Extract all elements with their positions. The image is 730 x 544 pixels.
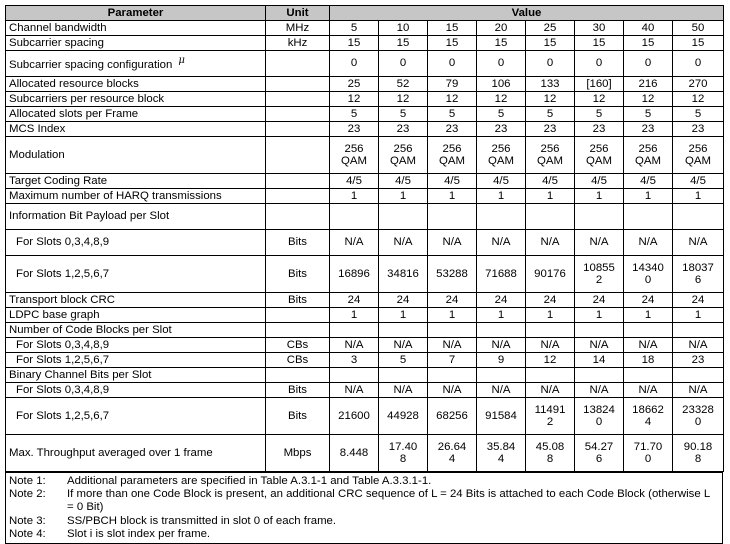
parameter-cell — [6, 51, 266, 77]
value-cell: 4/5 — [330, 174, 379, 189]
value-cell: 9 — [477, 353, 526, 368]
value-cell: 25 — [330, 77, 379, 92]
value-cell: 0 — [330, 51, 379, 77]
value-cell: N/A — [428, 338, 477, 353]
value-cell: 5 — [330, 21, 379, 36]
value-cell — [575, 204, 624, 230]
value-cell — [330, 204, 379, 230]
row-allocated-rb — [6, 77, 724, 92]
value-cell — [575, 323, 624, 338]
value-cell: 4/5 — [575, 174, 624, 189]
unit-cell: CBs — [266, 338, 330, 353]
value-cell: 18 — [624, 353, 673, 368]
value-cell: 15 — [428, 36, 477, 51]
parameter-label: Information Bit Payload per Slot — [9, 210, 170, 223]
value-cell: 91584 — [477, 398, 526, 435]
parameter-label: For Slots 0,3,4,8,9 — [16, 236, 110, 249]
value-cell: N/A — [673, 338, 724, 353]
value-cell — [624, 368, 673, 383]
parameter-label: For Slots 1,2,5,6,7 — [16, 409, 110, 422]
value-cell — [624, 323, 673, 338]
value-cell: 24 — [575, 293, 624, 308]
value-cell: 4/5 — [673, 174, 724, 189]
value-cell — [379, 368, 428, 383]
row-code-blocks-header — [6, 323, 724, 338]
value-cell: N/A — [575, 383, 624, 398]
value-cell: 1 — [673, 189, 724, 204]
note-label: Note 4: — [9, 527, 46, 540]
parameter-cell — [6, 338, 266, 353]
note-label: Note 3: — [9, 514, 46, 527]
row-info-bit-header — [6, 204, 724, 230]
parameter-label: Allocated slots per Frame — [9, 107, 139, 120]
value-cell: 24 — [624, 293, 673, 308]
parameter-cell — [6, 293, 266, 308]
unit-cell: Bits — [266, 293, 330, 308]
value-cell: N/A — [428, 383, 477, 398]
row-subcarrier-config — [6, 51, 724, 77]
value-cell: N/A — [330, 230, 379, 256]
value-cell: 24 — [673, 293, 724, 308]
notes-table — [5, 472, 723, 544]
parameter-cell — [6, 353, 266, 368]
value-cell: 15 — [526, 36, 575, 51]
parameter-label: MCS Index — [9, 122, 66, 135]
parameter-cell — [6, 435, 266, 472]
parameter-cell — [6, 137, 266, 174]
value-cell: 50 — [673, 21, 724, 36]
parameter-cell — [6, 323, 266, 338]
value-cell: N/A — [624, 383, 673, 398]
row-binary-bits-header — [6, 368, 724, 383]
row-mcs-index — [6, 122, 724, 137]
value-cell: 24 — [477, 293, 526, 308]
unit-cell — [266, 204, 330, 230]
row-allocated-slots — [6, 107, 724, 122]
parameter-label: Modulation — [9, 148, 65, 161]
value-cell: 5 — [379, 353, 428, 368]
value-cell: 12 — [428, 92, 477, 107]
value-cell: 0 — [526, 51, 575, 77]
parameter-label: Maximum number of HARQ transmissions — [9, 189, 222, 202]
value-cell: N/A — [330, 338, 379, 353]
row-subcarrier-spacing — [6, 36, 724, 51]
parameter-cell — [6, 383, 266, 398]
value-cell: 44928 — [379, 398, 428, 435]
unit-cell — [266, 137, 330, 174]
row-modulation — [6, 137, 724, 174]
value-cell: 25 — [526, 21, 575, 36]
unit-cell: Mbps — [266, 435, 330, 472]
value-cell: 24 — [526, 293, 575, 308]
value-cell: 1 — [428, 189, 477, 204]
parameter-cell — [6, 174, 266, 189]
value-cell: 5 — [379, 107, 428, 122]
value-cell: 34816 — [379, 256, 428, 293]
value-cell: 23 — [575, 122, 624, 137]
parameter-label: For Slots 0,3,4,8,9 — [16, 338, 110, 351]
value-cell: N/A — [624, 230, 673, 256]
unit-cell — [266, 189, 330, 204]
value-cell — [330, 368, 379, 383]
value-cell: 0 — [575, 51, 624, 77]
value-cell: 15 — [575, 36, 624, 51]
spec-table-container — [5, 5, 723, 544]
value-cell: 0 — [428, 51, 477, 77]
header-value: Value — [330, 6, 724, 21]
value-cell: 1 — [330, 189, 379, 204]
value-cell: 12 — [526, 92, 575, 107]
note-label: Note 2: — [9, 488, 46, 501]
value-cell: 5 — [526, 107, 575, 122]
parameter-cell — [6, 308, 266, 323]
parameter-label: Subcarriers per resource block — [9, 92, 165, 105]
value-cell: 256 QAM — [526, 137, 575, 174]
value-cell: 15 — [624, 36, 673, 51]
value-cell: N/A — [526, 230, 575, 256]
unit-cell — [266, 107, 330, 122]
value-cell: 23 — [673, 122, 724, 137]
row-transport-crc — [6, 293, 724, 308]
value-cell — [477, 204, 526, 230]
value-cell: 15 — [673, 36, 724, 51]
value-cell: 12 — [526, 353, 575, 368]
value-cell: 106 — [477, 77, 526, 92]
parameter-label: LDPC base graph — [9, 308, 100, 321]
value-cell: 133 — [526, 77, 575, 92]
value-cell: 1 — [477, 308, 526, 323]
value-cell: N/A — [624, 338, 673, 353]
value-cell: 5 — [428, 107, 477, 122]
row-max-throughput — [6, 435, 724, 472]
value-cell: 23 — [673, 353, 724, 368]
value-cell — [379, 204, 428, 230]
value-cell — [428, 323, 477, 338]
unit-cell: Bits — [266, 383, 330, 398]
parameter-label: Transport block CRC — [9, 293, 115, 306]
header-parameter: Parameter — [6, 6, 266, 21]
value-cell: 15 — [477, 36, 526, 51]
value-cell: 256 QAM — [379, 137, 428, 174]
value-cell: N/A — [379, 230, 428, 256]
value-cell: 40 — [624, 21, 673, 36]
parameter-cell — [6, 107, 266, 122]
parameter-label: Target Coding Rate — [9, 174, 108, 187]
note-line — [9, 475, 719, 488]
row-binary-bits-a — [6, 383, 724, 398]
parameter-cell — [6, 21, 266, 36]
unit-cell: Bits — [266, 230, 330, 256]
parameter-label: For Slots 1,2,5,6,7 — [16, 267, 110, 280]
value-cell: 23 — [624, 122, 673, 137]
value-cell: 26.64 4 — [428, 435, 477, 472]
value-cell — [526, 368, 575, 383]
value-cell: 21600 — [330, 398, 379, 435]
parameter-label: Allocated resource blocks — [9, 77, 139, 90]
value-cell: N/A — [428, 230, 477, 256]
value-cell: 1 — [428, 308, 477, 323]
value-cell — [477, 368, 526, 383]
value-cell: 45.08 8 — [526, 435, 575, 472]
value-cell — [428, 204, 477, 230]
value-cell: N/A — [477, 338, 526, 353]
parameter-label: For Slots 0,3,4,8,9 — [16, 383, 110, 396]
value-cell — [526, 323, 575, 338]
value-cell: 1 — [624, 308, 673, 323]
value-cell: 12 — [477, 92, 526, 107]
unit-cell — [266, 174, 330, 189]
parameter-label: Subcarrier spacing — [9, 36, 104, 49]
value-cell: 14 — [575, 353, 624, 368]
value-cell: 53288 — [428, 256, 477, 293]
parameter-label: Binary Channel Bits per Slot — [9, 368, 152, 381]
value-cell: 0 — [673, 51, 724, 77]
value-cell: 68256 — [428, 398, 477, 435]
value-cell — [624, 204, 673, 230]
value-cell: 54.27 6 — [575, 435, 624, 472]
value-cell: 12 — [330, 92, 379, 107]
value-cell: 71.70 0 — [624, 435, 673, 472]
value-cell: 23 — [428, 122, 477, 137]
value-cell — [526, 204, 575, 230]
value-cell: 15 — [428, 21, 477, 36]
parameter-cell — [6, 122, 266, 137]
value-cell: 256 QAM — [624, 137, 673, 174]
note-line — [9, 488, 719, 514]
value-cell: 1 — [477, 189, 526, 204]
row-channel-bandwidth — [6, 21, 724, 36]
note-label: Note 1: — [9, 475, 46, 487]
value-cell: 5 — [330, 107, 379, 122]
value-cell: 24 — [428, 293, 477, 308]
value-cell: 23 — [526, 122, 575, 137]
row-code-blocks-a — [6, 338, 724, 353]
value-cell — [673, 323, 724, 338]
value-cell: 11491 2 — [526, 398, 575, 435]
value-cell: 14340 0 — [624, 256, 673, 293]
value-cell — [330, 323, 379, 338]
value-cell: 0 — [477, 51, 526, 77]
value-cell: N/A — [575, 338, 624, 353]
value-cell: N/A — [477, 383, 526, 398]
value-cell: 23 — [330, 122, 379, 137]
parameter-cell — [6, 230, 266, 256]
value-cell: N/A — [575, 230, 624, 256]
header-unit: Unit — [266, 6, 330, 21]
unit-cell — [266, 77, 330, 92]
value-cell: N/A — [673, 383, 724, 398]
row-code-blocks-b — [6, 353, 724, 368]
value-cell: 71688 — [477, 256, 526, 293]
value-cell: 4/5 — [428, 174, 477, 189]
row-ldpc — [6, 308, 724, 323]
value-cell: 20 — [477, 21, 526, 36]
value-cell: 5 — [624, 107, 673, 122]
value-cell: 23 — [379, 122, 428, 137]
value-cell: 1 — [379, 308, 428, 323]
parameter-cell — [6, 398, 266, 435]
note-line — [9, 528, 719, 541]
value-cell: 35.84 4 — [477, 435, 526, 472]
note-text: SS/PBCH block is transmitted in slot 0 of each frame. — [67, 514, 337, 527]
value-cell — [379, 323, 428, 338]
value-cell: 18037 6 — [673, 256, 724, 293]
value-cell: 12 — [624, 92, 673, 107]
parameter-cell — [6, 189, 266, 204]
value-cell: N/A — [379, 338, 428, 353]
row-info-bit-slots-b — [6, 256, 724, 293]
note-line — [9, 515, 719, 528]
parameter-cell — [6, 77, 266, 92]
value-cell: 24 — [330, 293, 379, 308]
value-cell: 10 — [379, 21, 428, 36]
value-cell: N/A — [477, 230, 526, 256]
value-cell: 3 — [330, 353, 379, 368]
parameter-cell — [6, 204, 266, 230]
parameter-cell — [6, 92, 266, 107]
row-subcarriers-per-rb — [6, 92, 724, 107]
row-info-bit-slots-a — [6, 230, 724, 256]
parameter-label: Max. Throughput averaged over 1 frame — [9, 446, 213, 459]
value-cell: 4/5 — [379, 174, 428, 189]
value-cell: 256 QAM — [428, 137, 477, 174]
value-cell: 12 — [379, 92, 428, 107]
value-cell: 1 — [526, 308, 575, 323]
unit-cell: Bits — [266, 256, 330, 293]
value-cell: 4/5 — [624, 174, 673, 189]
unit-cell: kHz — [266, 36, 330, 51]
value-cell: 18662 4 — [624, 398, 673, 435]
note-text: Additional parameters are specified in Table A.3.1-1 and Table A.3.3.1-1. — [67, 475, 432, 487]
value-cell: 5 — [575, 107, 624, 122]
unit-cell: CBs — [266, 353, 330, 368]
value-cell: 1 — [379, 189, 428, 204]
parameter-label: Number of Code Blocks per Slot — [9, 323, 172, 336]
value-cell: 1 — [575, 189, 624, 204]
value-cell: 0 — [379, 51, 428, 77]
value-cell: 90.18 8 — [673, 435, 724, 472]
value-cell: 1 — [575, 308, 624, 323]
value-cell: 7 — [428, 353, 477, 368]
test-parameter-table — [5, 5, 724, 472]
value-cell: 4/5 — [477, 174, 526, 189]
unit-cell: MHz — [266, 21, 330, 36]
value-cell: 4/5 — [526, 174, 575, 189]
value-cell: 270 — [673, 77, 724, 92]
value-cell: 10855 2 — [575, 256, 624, 293]
value-cell: 5 — [477, 107, 526, 122]
value-cell: 52 — [379, 77, 428, 92]
value-cell: 256 QAM — [477, 137, 526, 174]
parameter-cell — [6, 36, 266, 51]
value-cell: 24 — [379, 293, 428, 308]
parameter-label: Channel bandwidth — [9, 21, 107, 34]
value-cell: 1 — [526, 189, 575, 204]
unit-cell: Bits — [266, 398, 330, 435]
value-cell: 5 — [673, 107, 724, 122]
value-cell: N/A — [330, 383, 379, 398]
unit-cell — [266, 308, 330, 323]
parameter-label: For Slots 1,2,5,6,7 — [16, 353, 110, 366]
value-cell — [428, 368, 477, 383]
value-cell: 79 — [428, 77, 477, 92]
value-cell: N/A — [673, 230, 724, 256]
value-cell: 23328 0 — [673, 398, 724, 435]
value-cell — [673, 204, 724, 230]
unit-cell — [266, 92, 330, 107]
parameter-label: Subcarrier spacing configuration — [9, 59, 173, 72]
value-cell — [477, 323, 526, 338]
value-cell: 8.448 — [330, 435, 379, 472]
unit-cell — [266, 368, 330, 383]
value-cell: 16896 — [330, 256, 379, 293]
value-cell: 12 — [673, 92, 724, 107]
value-cell: 15 — [379, 36, 428, 51]
row-binary-bits-b — [6, 398, 724, 435]
notes-cell — [6, 473, 723, 544]
value-cell: N/A — [526, 338, 575, 353]
value-cell: 17.40 8 — [379, 435, 428, 472]
value-cell: 1 — [624, 189, 673, 204]
value-cell: 256 QAM — [330, 137, 379, 174]
mu-symbol: μ — [178, 55, 185, 67]
value-cell: 12 — [575, 92, 624, 107]
row-target-coding-rate — [6, 174, 724, 189]
value-cell — [575, 368, 624, 383]
unit-cell — [266, 51, 330, 77]
value-cell: 23 — [477, 122, 526, 137]
value-cell: 1 — [673, 308, 724, 323]
value-cell: 0 — [624, 51, 673, 77]
unit-cell — [266, 122, 330, 137]
value-cell: 256 QAM — [575, 137, 624, 174]
value-cell: N/A — [526, 383, 575, 398]
value-cell: 13824 0 — [575, 398, 624, 435]
parameter-cell — [6, 256, 266, 293]
value-cell: 90176 — [526, 256, 575, 293]
value-cell: [160] — [575, 77, 624, 92]
note-text: Slot i is slot index per frame. — [67, 527, 211, 540]
value-cell: N/A — [379, 383, 428, 398]
note-text: If more than one Code Block is present, an additional CRC sequence of L = 24 Bits is attached to each Code Block (otherwise L = 0 Bit) — [67, 488, 710, 514]
value-cell — [673, 368, 724, 383]
value-cell: 216 — [624, 77, 673, 92]
value-cell: 256 QAM — [673, 137, 724, 174]
value-cell: 1 — [330, 308, 379, 323]
unit-cell — [266, 323, 330, 338]
value-cell: 30 — [575, 21, 624, 36]
parameter-cell — [6, 368, 266, 383]
value-cell: 15 — [330, 36, 379, 51]
row-max-harq — [6, 189, 724, 204]
header-row — [6, 6, 724, 21]
